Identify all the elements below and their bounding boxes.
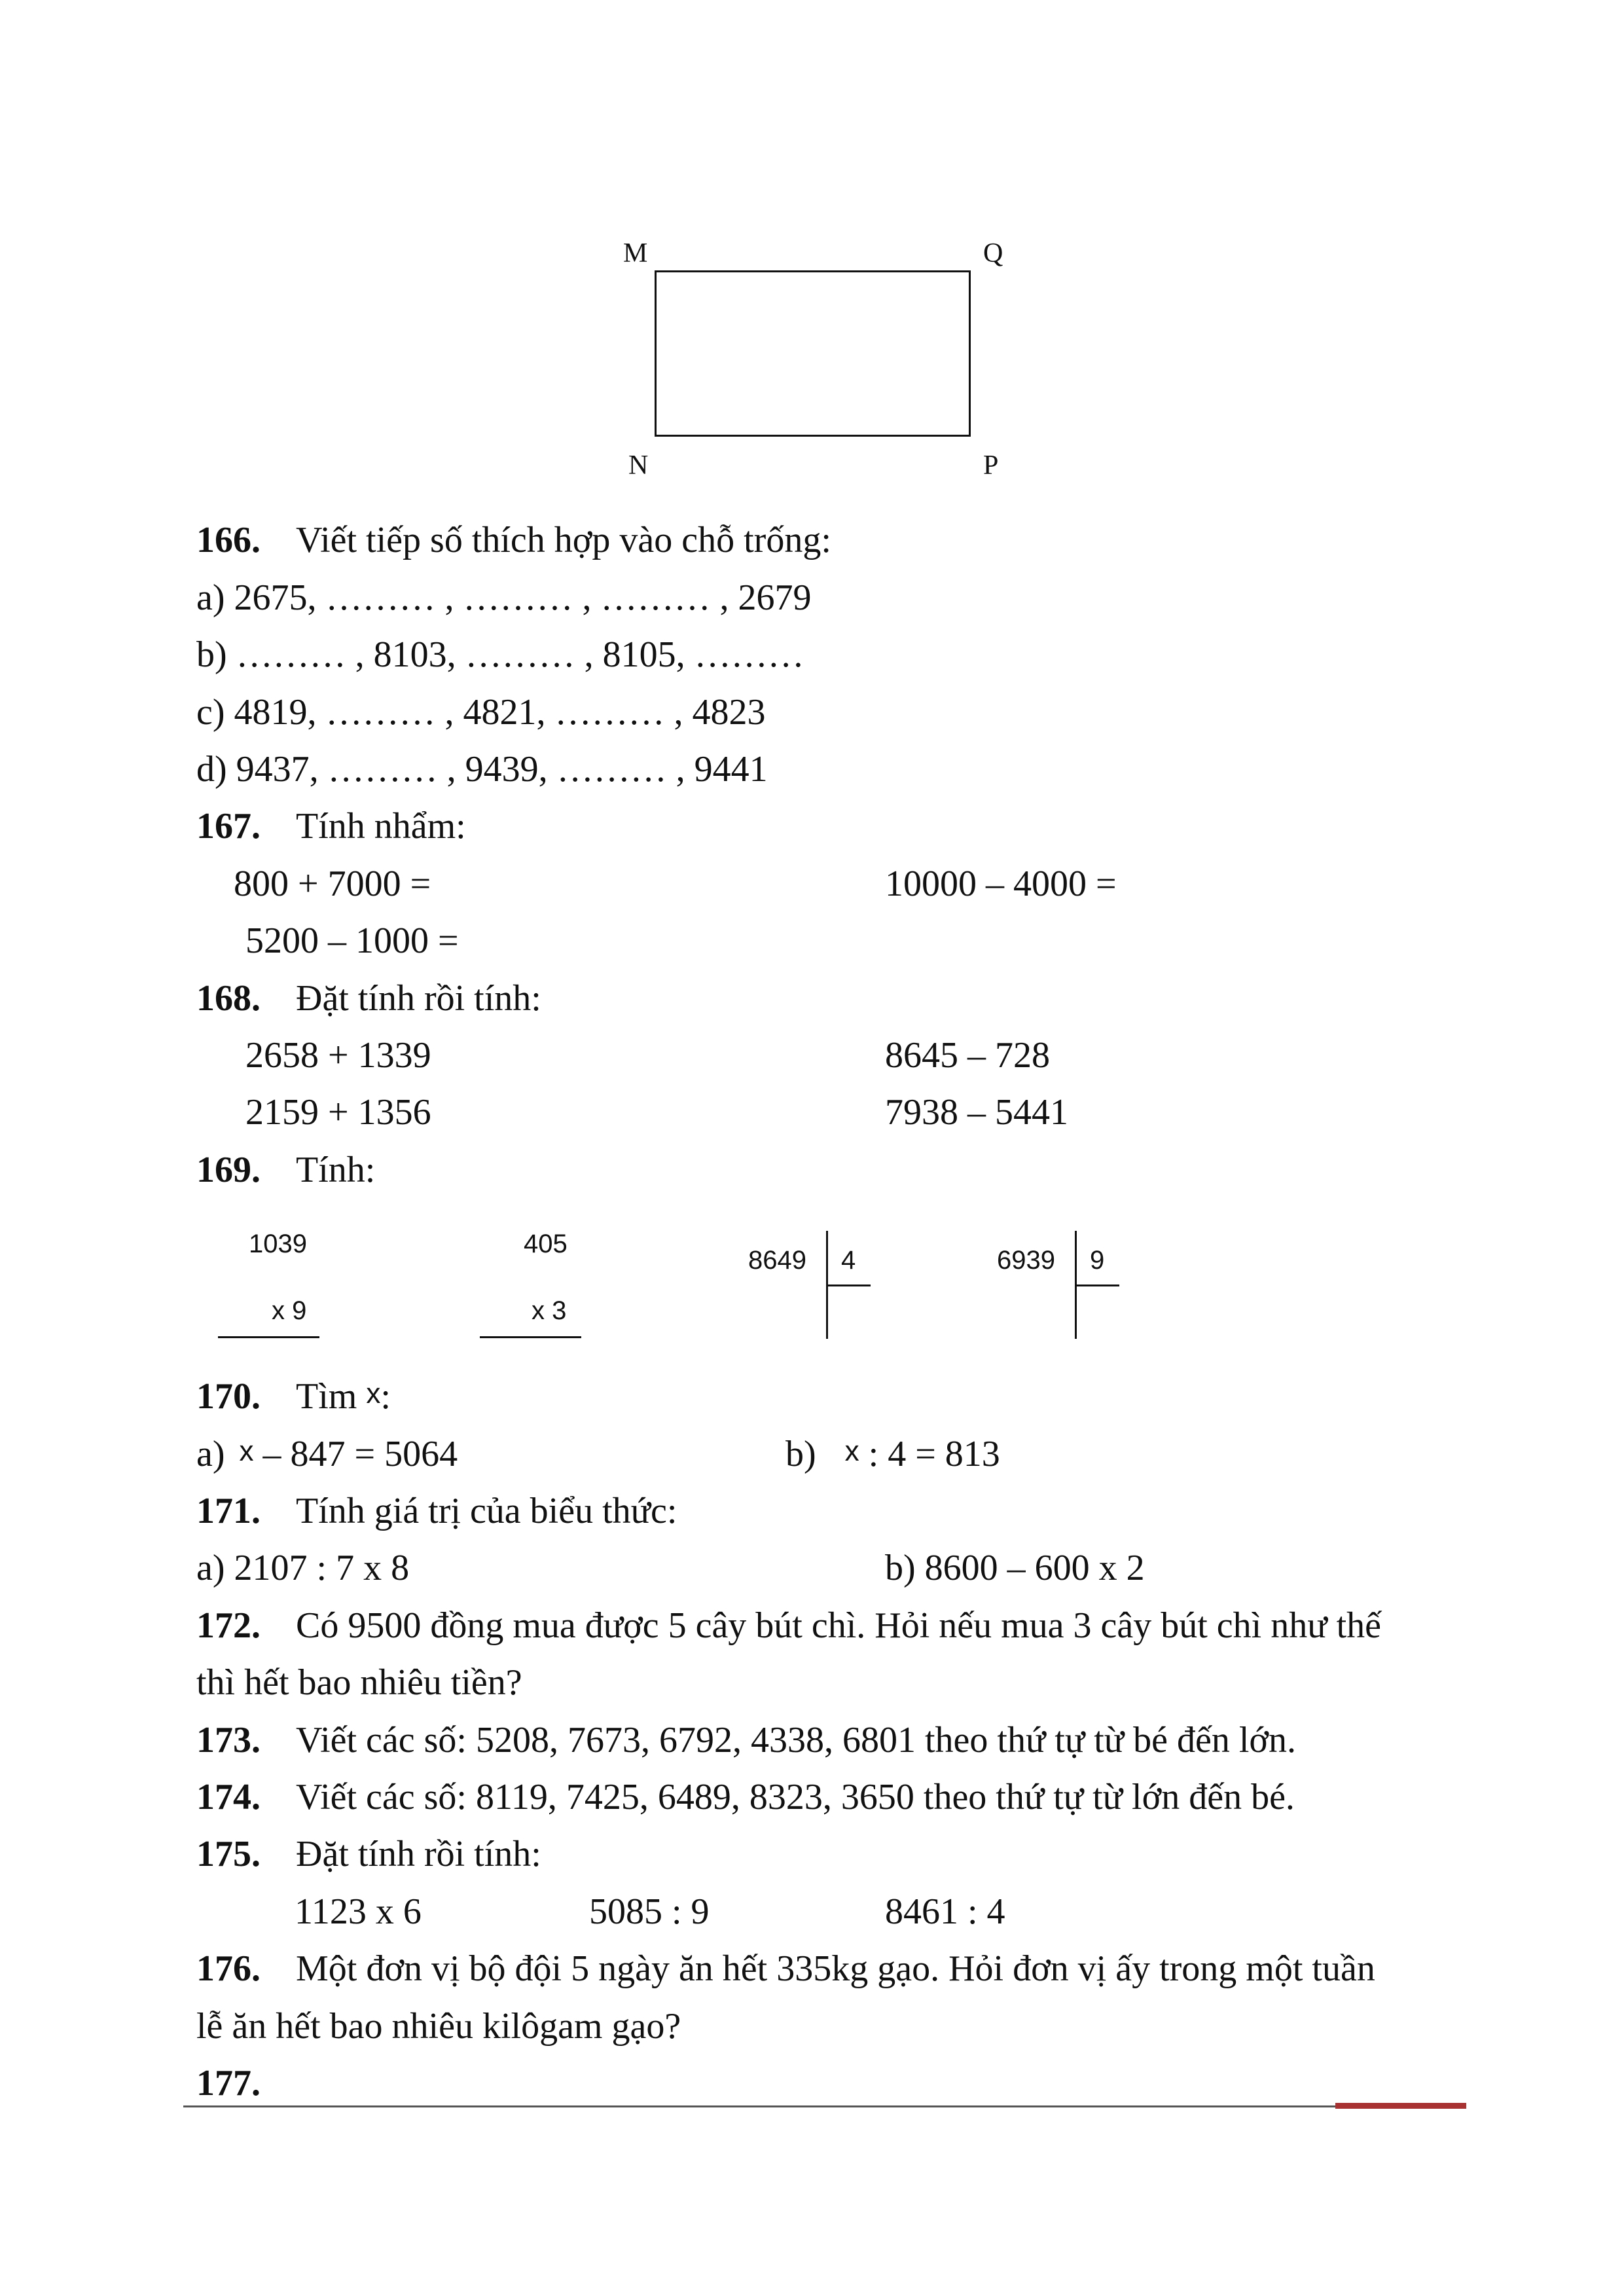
sequence-c: c) 4819, ……… , 4821, ……… , 4823 xyxy=(196,692,766,733)
sequence-b: b) ……… , 8103, ……… , 8105, ……… xyxy=(196,634,804,675)
expression: 2159 + 1356 xyxy=(245,1092,431,1133)
problem-text-line1: Một đơn vị bộ đội 5 ngày ăn hết 335kg gạo. Hỏi đơn vị ấy trong một tuần xyxy=(296,1948,1375,1989)
problem-text-line1: Có 9500 đồng mua được 5 cây bút chì. Hỏi nếu mua 3 cây bút chì như thế xyxy=(296,1605,1381,1646)
problem-title: Viết tiếp số thích hợp vào chỗ trống: xyxy=(296,520,831,560)
expression: 5200 – 1000 = xyxy=(245,920,459,961)
expression: 800 + 7000 = xyxy=(234,864,431,904)
expression: 1123 x 6 xyxy=(295,1891,422,1932)
multiplicand: 405 xyxy=(524,1230,568,1258)
quotient-line xyxy=(1075,1285,1119,1286)
variable-x: x xyxy=(366,1377,381,1410)
problem-text-line2: thì hết bao nhiêu tiền? xyxy=(196,1662,522,1703)
problem-number: 176. xyxy=(196,1948,261,1989)
problem-number: 166. xyxy=(196,520,261,560)
problem-title: Đặt tính rồi tính: xyxy=(296,1834,541,1874)
expression-b: b) 8600 – 600 x 2 xyxy=(885,1548,1145,1588)
problem-number: 170. xyxy=(196,1376,261,1417)
expression: 5085 : 9 xyxy=(589,1891,710,1932)
expression: 8645 – 728 xyxy=(885,1035,1050,1076)
problem-number: 169. xyxy=(196,1150,261,1190)
problem-number: 172. xyxy=(196,1605,261,1646)
dividend: 8649 xyxy=(748,1246,806,1275)
problem-text: Viết các số: 5208, 7673, 6792, 4338, 6801 theo thứ tự từ bé đến lớn. xyxy=(296,1720,1296,1760)
variable-x: x xyxy=(844,1435,859,1467)
footer-divider xyxy=(183,2105,1466,2107)
dividend: 6939 xyxy=(997,1246,1055,1275)
expression: 7938 – 5441 xyxy=(885,1092,1068,1133)
divisor: 4 xyxy=(841,1246,856,1275)
problem-number: 167. xyxy=(196,806,261,847)
corner-label-q: Q xyxy=(983,238,1003,268)
problem-title: Tính: xyxy=(296,1150,376,1190)
divisor: 9 xyxy=(1090,1246,1105,1275)
expression-a: a) 2107 : 7 x 8 xyxy=(196,1548,410,1588)
problem-title: Tìm xyxy=(296,1376,357,1417)
sequence-a: a) 2675, ……… , ……… , ……… , 2679 xyxy=(196,577,812,618)
quotient-line xyxy=(826,1285,871,1286)
problem-title: Đặt tính rồi tính: xyxy=(296,978,541,1019)
equation-b: : 4 = 813 xyxy=(868,1434,1000,1474)
corner-label-m: M xyxy=(623,238,648,268)
problem-number: 175. xyxy=(196,1834,261,1874)
corner-label-n: N xyxy=(628,450,649,481)
variable-x: x xyxy=(239,1435,254,1467)
part-a-label: a) xyxy=(196,1434,225,1474)
problem-number: 171. xyxy=(196,1491,261,1531)
problem-text: Viết các số: 8119, 7425, 6489, 8323, 3650 theo thứ tự từ lớn đến bé. xyxy=(296,1777,1295,1817)
equation-a: – 847 = 5064 xyxy=(262,1434,458,1474)
problem-number: 168. xyxy=(196,978,261,1019)
rectangle-mnpq xyxy=(655,270,971,437)
multiplier: x 9 xyxy=(272,1296,307,1325)
problem-title: Tính nhẩm: xyxy=(296,806,466,847)
colon: : xyxy=(380,1376,391,1417)
multiplicand: 1039 xyxy=(249,1230,307,1258)
sequence-d: d) 9437, ……… , 9439, ……… , 9441 xyxy=(196,749,768,790)
corner-label-p: P xyxy=(983,450,999,481)
problem-number: 173. xyxy=(196,1720,261,1760)
problem-text-line2: lễ ăn hết bao nhiêu kilôgam gạo? xyxy=(196,2006,681,2047)
multiplier: x 3 xyxy=(532,1296,567,1325)
problem-number: 174. xyxy=(196,1777,261,1817)
expression: 10000 – 4000 = xyxy=(885,864,1117,904)
result-line xyxy=(480,1336,581,1338)
problem-title: Tính giá trị của biểu thức: xyxy=(296,1491,677,1531)
expression: 8461 : 4 xyxy=(885,1891,1005,1932)
result-line xyxy=(218,1336,319,1338)
footer-accent-bar xyxy=(1335,2103,1466,2109)
part-b-label: b) xyxy=(785,1434,816,1474)
problem-number: 177. xyxy=(196,2063,261,2104)
expression: 2658 + 1339 xyxy=(245,1035,431,1076)
